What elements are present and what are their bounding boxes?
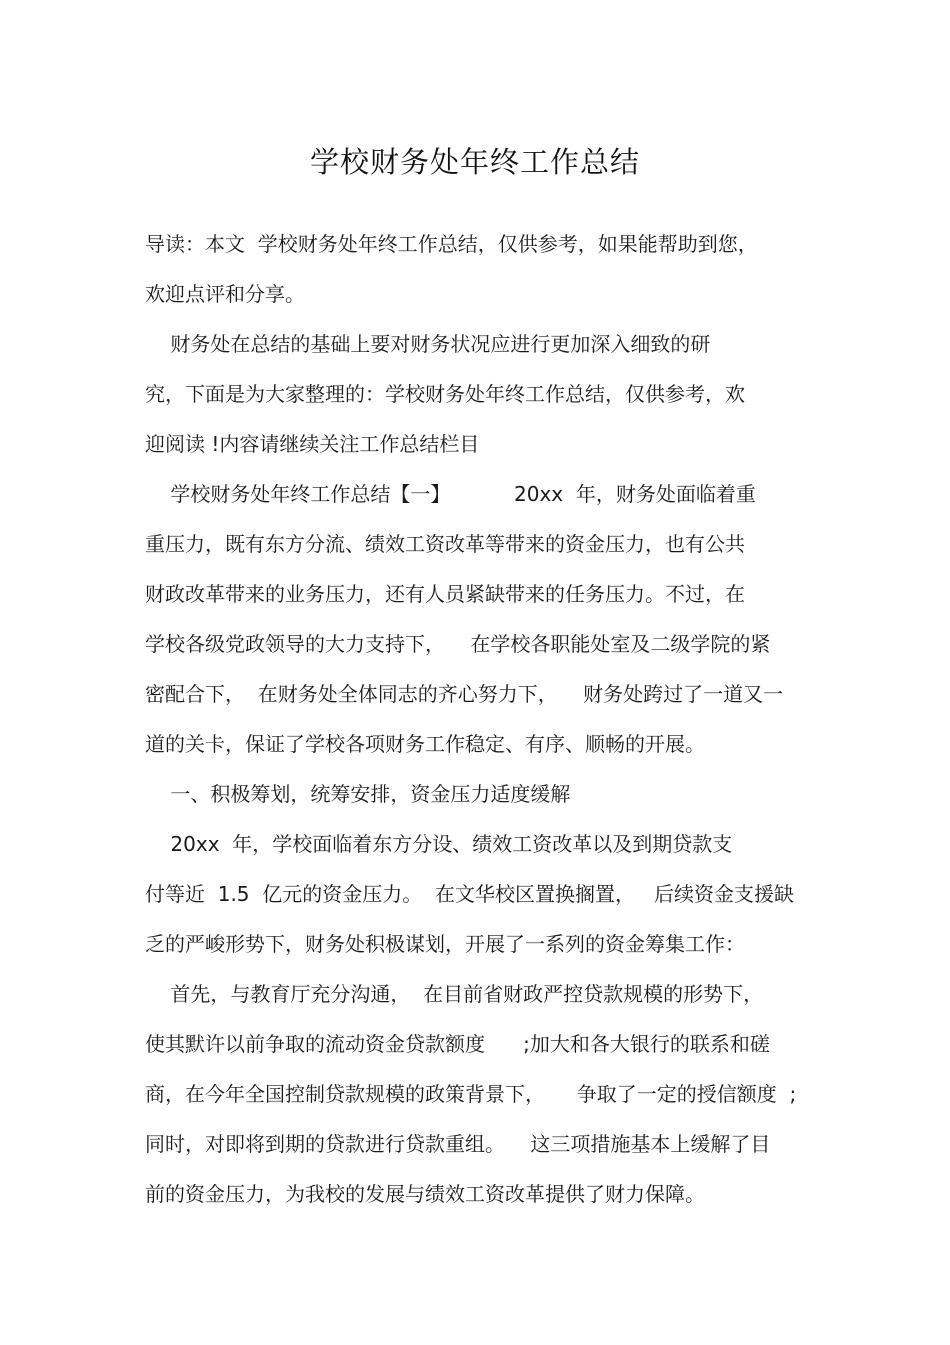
section-heading: 一、积极筹划，统筹安排，资金压力适度缓解 (145, 782, 571, 806)
paragraph-line: 前的资金压力，为我校的发展与绩效工资改革提供了财力保障。 (145, 1182, 705, 1206)
paragraph-line: 导读：本文 学校财务处年终工作总结，仅供参考，如果能帮助到您， (145, 232, 758, 256)
paragraph-line: 财务处在总结的基础上要对财务状况应进行更加深入细致的研 (145, 332, 711, 356)
paragraph-line: 学校财务处年终工作总结【一】 20xx 年，财务处面临着重 (145, 482, 756, 506)
paragraph-line: 使其默许以前争取的流动资金贷款额度 ;加大和各大银行的联系和磋 (145, 1032, 770, 1056)
paragraph-line: 付等近 1.5 亿元的资金压力。 在文华校区置换搁置， 后续资金支援缺 (145, 882, 795, 906)
paragraph-line: 欢迎点评和分享。 (145, 282, 305, 306)
paragraph-line: 商，在今年全国控制贷款规模的政策背景下， 争取了一定的授信额度 ; (145, 1082, 797, 1106)
document-title: 学校财务处年终工作总结 (309, 145, 640, 179)
paragraph-line: 同时，对即将到期的贷款进行贷款重组。 这三项措施基本上缓解了目 (145, 1132, 771, 1156)
paragraph-line: 密配合下， 在财务处全体同志的齐心努力下， 财务处跨过了一道又一 (145, 682, 784, 706)
paragraph-line: 20xx 年，学校面临着东方分设、绩效工资改革以及到期贷款支 (145, 832, 733, 856)
paragraph-line: 重压力，既有东方分流、绩效工资改革等带来的资金压力，也有公共 (145, 532, 745, 556)
paragraph-line: 道的关卡，保证了学校各项财务工作稳定、有序、顺畅的开展。 (145, 732, 705, 756)
paragraph-line: 学校各级党政领导的大力支持下， 在学校各职能处室及二级学院的紧 (145, 632, 771, 656)
paragraph-line: 乏的严峻形势下，财务处积极谋划，开展了一系列的资金筹集工作： (145, 932, 745, 956)
paragraph-line: 迎阅读 !内容请继续关注工作总结栏目 (145, 432, 480, 456)
paragraph-line: 究，下面是为大家整理的：学校财务处年终工作总结，仅供参考，欢 (145, 382, 745, 406)
paragraph-line: 财政改革带来的业务压力，还有人员紧缺带来的任务压力。不过，在 (145, 582, 745, 606)
paragraph-line: 首先，与教育厅充分沟通， 在目前省财政严控贷款规模的形势下， (145, 982, 764, 1006)
